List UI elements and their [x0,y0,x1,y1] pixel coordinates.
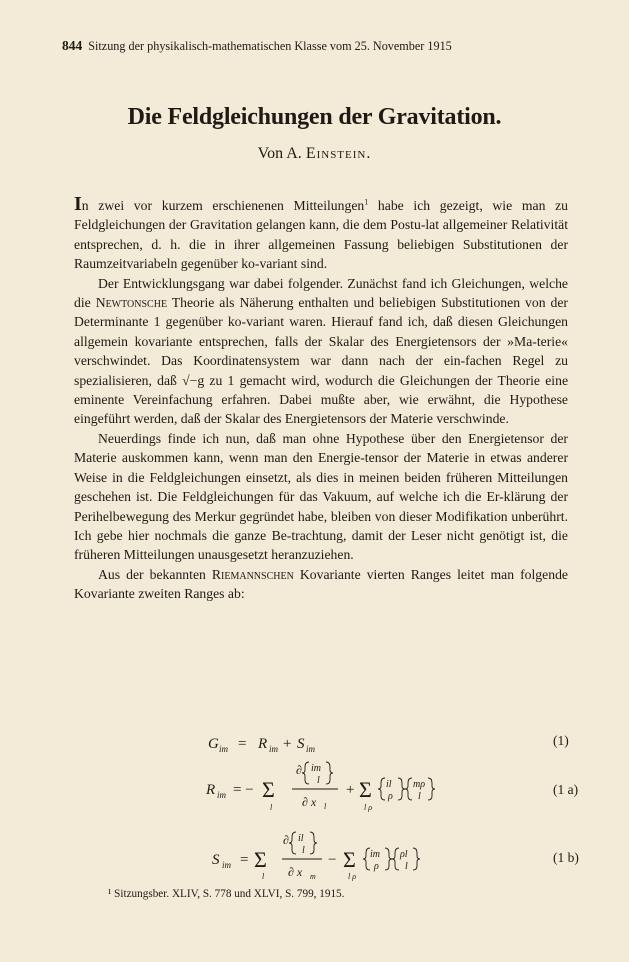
eq1b-brace-right [310,832,317,854]
eq1a-brace-3r [428,778,435,800]
eq1b-brace-3r [413,848,420,870]
eq1a-sum-2: Σ [359,777,372,802]
sqrt-g: √−g [182,372,205,388]
eq1b-equals: = [240,852,249,868]
paragraph-4-text-b: Kovariante vierten Ranges leitet man folgende Kovariante zweiten Ranges ab: [74,566,568,602]
eq1-equals: = [238,736,247,752]
eq1a-partial: ∂ [296,763,302,777]
eq1a-number: (1 a) [553,782,579,797]
equation-1 [0,730,629,756]
eq1-number: (1) [553,733,569,748]
paragraph-2-text-b: Theorie als Näherung enthalten und beliebigen Substitutionen von der Determinante [74,295,568,330]
eq1a-sum-2-index: l ρ [364,803,373,812]
footnote-mark: ¹ [108,888,112,900]
paragraph-4-text-a: Aus der bekannten [98,566,212,582]
eq1b-christoffel-top: il [298,833,304,844]
eq1a-sum-1: Σ [262,777,275,802]
running-title: Sitzung der physikalisch-mathematischen Klasse vom 25. November 1915 [88,39,452,53]
author-prefix: Von A. [257,145,302,162]
eq1a-sum-1-index: l [270,803,273,812]
paragraph-1-text-a: n zwei vor kurzem erschienenen Mitteilungen [81,198,365,213]
eq1a-equals: = − [233,782,254,798]
eq1b-brace-left [289,832,296,854]
equation-1a-formula [0,756,629,818]
eq1a-brace-3l [405,778,412,800]
eq1a-c2-top: il [386,779,392,790]
author-name: Einstein. [305,145,372,162]
eq1-G-index: im [219,744,228,754]
eq1-S: S [297,736,305,752]
paragraph-1 [74,193,568,274]
eq1a-c2-bottom: ρ [388,791,393,802]
eq1a-brace-2r [398,778,405,800]
eq1b-brace-2l [363,848,370,870]
newton-name: Newtonsche [95,295,168,311]
equation-1-formula [0,730,629,756]
eq1b-sum-2: Σ [343,847,356,872]
eq1a-christoffel-bottom: l [317,775,320,786]
paragraph-2-text-e: gemacht wird, wodurch die Gleichungen der Theorie eine eminente Vereinfachung erfahren. Dabei mußte aber, wie erwähnt, die Hypothese eingeführt werden, daß der Skalar des Energietensors der Materie verschwinde. [74,372,569,427]
eq1b-number: (1 b) [553,850,579,865]
eq1b-c3-top: ρl [400,849,408,860]
eq1-plus: + [283,736,292,752]
page-number: 844 [62,38,83,53]
footnote [108,888,568,900]
paragraph-2-text-a: Der Entwicklungsgang war dabei folgender. Zunächst fand ich Gleichungen, welche die [74,275,568,311]
running-header [62,38,567,54]
paragraph-2-text-d: zu [204,372,228,388]
drop-cap: I [74,193,82,215]
footnote-text: Sitzungsber. XLIV, S. 778 und XLVI, S. 799, 1915. [114,888,345,900]
paragraph-1-text-b: habe ich gezeigt, wie man zu Feldgleichungen der Gravitation gelangen kann, die dem Postu-lat allgemeiner Relativität entsprechen, d. h. die in ihrer allgemeinen Fassung beliebigen Substitutionen der Raumzeitvariabeln gegenüber ko-variant sind. [74,198,568,272]
eq1a-brace-right [326,762,333,784]
eq1b-S-index: im [222,860,231,870]
paragraph-2-text-c: gegenüber ko-variant waren. Hierauf fand ich, daß diesen Gleichungen allgemein kovariante entsprechen, falls der Skalar des Energietensors der »Ma-terie« verschwindet. Das Koordinatensystem war dann nach der ein-fachen Regel zu spezialisieren, daß [74,314,568,388]
eq1a-c3-bottom: l [418,791,421,802]
equation-1b [0,820,629,882]
eq1a-denominator-index: l [324,802,327,811]
eq1-R: R [258,736,268,752]
paragraph-4 [74,565,568,604]
eq1a-christoffel-top: im [311,763,321,774]
paper-title: Die Feldgleichungen der Gravitation. [127,104,502,130]
author-line [0,145,629,163]
eq1-G: G [208,736,219,752]
riemann-name: Riemannschen [211,566,294,582]
eq1-R-index: im [269,744,278,754]
eq1a-R: R [206,782,216,798]
paragraph-2 [74,274,568,429]
eq1a-brace-left [302,762,309,784]
body-text [74,193,569,604]
eq1a-R-index: im [217,790,226,800]
eq1b-S: S [212,852,220,868]
eq1b-brace-2r [385,848,392,870]
eq1b-sum-1: Σ [254,847,267,872]
eq1b-c3-bottom: l [405,861,408,872]
paragraph-3: Neuerdings finde ich nun, daß man ohne Hypothese über den Energietensor der Materie auskommen kann, wenn man den Energie-tensor der Materie in etwas anderer Weise in die Feldgleichungen einsetzt, als dies in meinen beiden früheren Mitteilungen geschehen ist. Die Feldgleichungen für das Vakuum, auf welche ich die Er-klärung der Perihelbewegung des Merkur gegründet habe, bleiben von dieser Modifikation unberührt. Ich gebe hier nochmals die ganze Be-trachtung, damit der Leser nicht genötigt ist, die früheren Mitteilungen unausgesetzt heranzuziehen. [74,430,568,563]
eq1b-brace-3l [392,848,399,870]
eq1b-denominator: ∂ x [288,865,303,879]
eq1b-partial: ∂ [283,833,289,847]
eq1a-plus: + [346,782,355,798]
eq1b-denominator-index: m [310,872,316,881]
eq1a-brace-2l [378,778,385,800]
eq1a-denominator: ∂ x [302,795,317,809]
paragraph-2-one: 1 [153,314,161,330]
eq1b-sum-1-index: l [262,872,265,881]
eq1b-c2-bottom: ρ [374,861,379,872]
eq1b-minus: − [328,852,337,868]
eq1a-c3-top: mρ [413,779,426,790]
paragraph-2-one-b: 1 [227,372,235,388]
eq1b-c2-top: im [370,849,380,860]
equation-1b-formula [0,820,629,882]
eq1-S-index: im [306,744,315,754]
equation-1a [0,756,629,818]
eq1b-sum-2-index: l ρ [348,872,357,881]
eq1b-christoffel-bottom: l [302,845,305,856]
footnote-ref: 1 [364,197,369,207]
